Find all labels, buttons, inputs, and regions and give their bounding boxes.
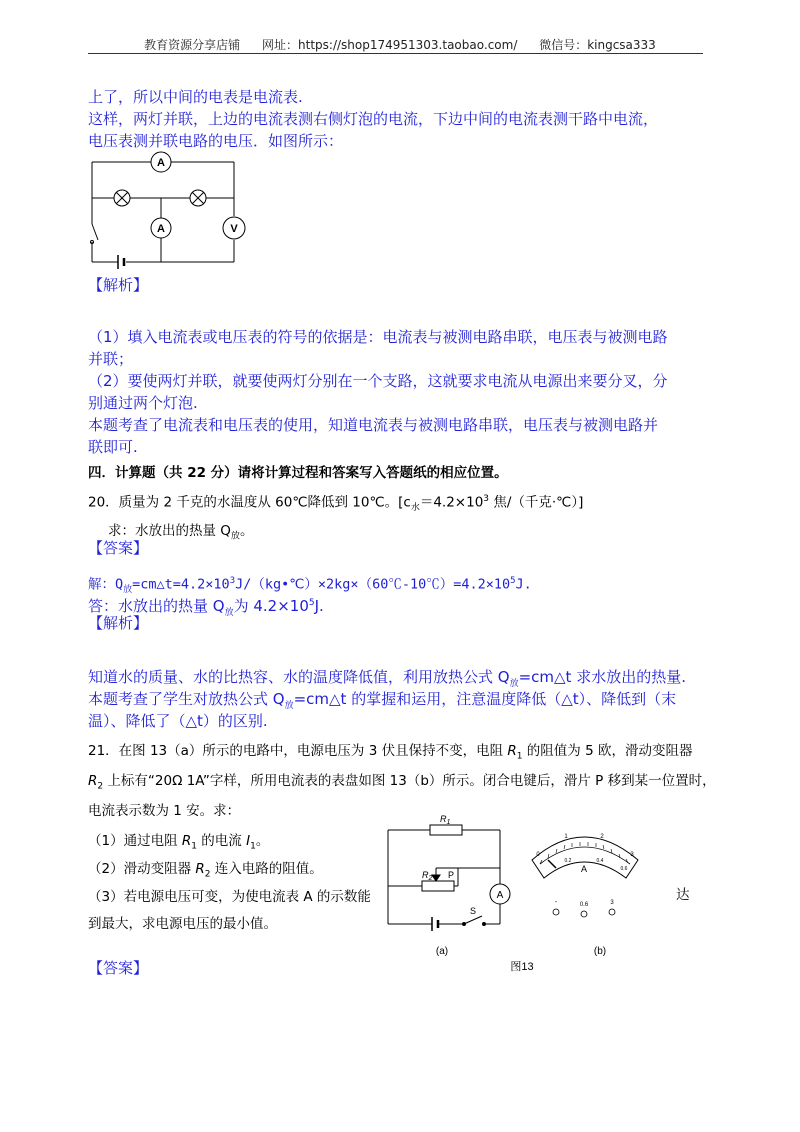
meter-terminals (553, 909, 615, 917)
q19-line1: 上了，所以中间的电表是电流表. (88, 88, 303, 106)
q19-analysis-tag: 【解析】 (88, 276, 149, 294)
figure-13 (370, 812, 670, 974)
terminal-neg-label: - (554, 899, 558, 906)
switch-icon (464, 916, 482, 924)
q19-analysis-p2b: 别通过两个灯泡. (88, 394, 198, 412)
q20-stem: 20．质量为 2 千克的水温度从 60℃降低到 10℃。[$c_水=4.2\times 10^3$ 焦/（千克·℃）] (88, 494, 584, 514)
section4-title: 四．计算题（共 22 分）请将计算过程和答案写入答题纸的相应位置。 (88, 465, 508, 481)
meter-unit-label: A (580, 864, 588, 874)
r1-label: R (440, 814, 447, 824)
r2-label: R (422, 870, 429, 880)
q21-line2: $R_2$ 上标有“20Ω 1A”字样，所用电流表的表盘如图 13（b）所示。闭合电键后，滑片 P 移到某一位置时， (88, 773, 716, 792)
slider-p-label: P (448, 870, 455, 880)
q20-solution: 解：$Q_放=cm\triangle t=4.2\times 10^3J/(kg•℃)\times 2kg\times(60℃-10℃)=4.2\times 10^5J$. (88, 576, 532, 596)
q19-analysis-p2a: （2）要使两灯并联，就要使两灯分别在一个支路，这就要求电流从电源出来要分叉，分 (88, 372, 668, 390)
resistor-r1-icon (430, 825, 462, 835)
q20-analysis-line3: 温）、降低了（△t）的区别. (88, 712, 268, 730)
meter-label-0: 0 (536, 852, 540, 858)
q19-analysis-p1b: 并联； (88, 350, 134, 368)
meter-label-1: 1 (564, 834, 568, 840)
header-rule (88, 53, 703, 54)
q20-final-answer: 答：水放出的热量 $Q_放$为 $4.2\times 10^5J$. (88, 597, 324, 618)
rheostat-r2-icon (422, 881, 454, 891)
q21-answer-tag: 【答案】 (88, 959, 149, 977)
voltmeter-label: V (230, 223, 238, 235)
page-header (0, 36, 800, 53)
switch-label: S (470, 906, 477, 916)
meter-small-label-02: 0.2 (564, 858, 572, 864)
meter-small-label-04: 0.4 (596, 858, 604, 864)
q21-sub3a: （3）若电源电压可变，为使电流表 A 的示数能 (88, 889, 371, 905)
q21-sub3-tail: 达 (676, 887, 690, 903)
shop-name: 教育资源分享店铺 (144, 38, 241, 52)
q20-answer-tag: 【答案】 (88, 539, 149, 557)
wechat-id: 微信号：kingcsa333 (539, 38, 656, 52)
svg-text:R2: $R_2$ (422, 870, 433, 882)
q20-analysis-tag: 【解析】 (88, 614, 149, 632)
meter-small-label-06: 0.6 (620, 866, 628, 872)
q21-sub3b: 到最大，求电源电压的最小值。 (88, 916, 277, 932)
terminal-06-label: 0.6 (579, 902, 589, 908)
q19-analysis-p1a: （1）填入电流表或电压表的符号的依据是：电流表与被测电路串联，电压表与被测电路 (88, 328, 668, 346)
ammeter-label: A (496, 890, 504, 901)
q19-line3: 电压表测并联电路的电压．如图所示： (88, 132, 344, 150)
ammeter-top-label: A (157, 157, 165, 169)
q21-sub2: （2）滑动变阻器 $R_2$ 连入电路的阻值。 (88, 861, 323, 880)
meter-label-3: 3 (630, 852, 634, 858)
q19-analysis-p3a: 本题考查了电流表和电压表的使用，知道电流表与被测电路串联，电压表与被测电路并 (88, 416, 659, 434)
caption-b: (b) (593, 946, 607, 957)
q21-line3: 电流表示数为 1 安。求： (88, 803, 241, 819)
terminal-3-label: 3 (610, 900, 614, 906)
q20-analysis-line2: 本题考查了学生对放热公式 $Q_放=cm\triangle t$ 的掌握和运用，注意温度降低（△t）、降低到（末 (88, 690, 677, 711)
q19-line2: 这样，两灯并联，上边的电流表测右侧灯泡的电流，下边中间的电流表测干路中电流， (88, 110, 659, 128)
meter-needle (548, 860, 556, 868)
q19-analysis-p3b: 联即可. (88, 438, 138, 456)
circuit-diagram-1 (86, 150, 256, 272)
shop-url: 网址：https://shop174951303.taobao.com/ (262, 38, 518, 52)
figure-caption: 图13 (510, 961, 534, 973)
q20-ask: 求：水放出的热量 $Q_放$。 (108, 523, 254, 542)
q21-line1: 21．在图 13（a）所示的电路中，电源电压为 3 伏且保持不变，电阻 $R_1$ 的阻值为 5 欧，滑动变阻器 (88, 743, 693, 762)
meter-label-2: 2 (600, 834, 604, 840)
svg-text:R1: $R_1$ (440, 814, 451, 826)
q21-sub1: （1）通过电阻 $R_1$ 的电流 $I_1$。 (88, 833, 270, 852)
q20-analysis-line1: 知道水的质量、水的比热容、水的温度降低值，利用放热公式 $Q_放=cm\triangle t$ 求水放出的热量. (88, 668, 686, 689)
ammeter-bottom-label: A (157, 223, 165, 235)
caption-a: (a) (435, 946, 449, 957)
